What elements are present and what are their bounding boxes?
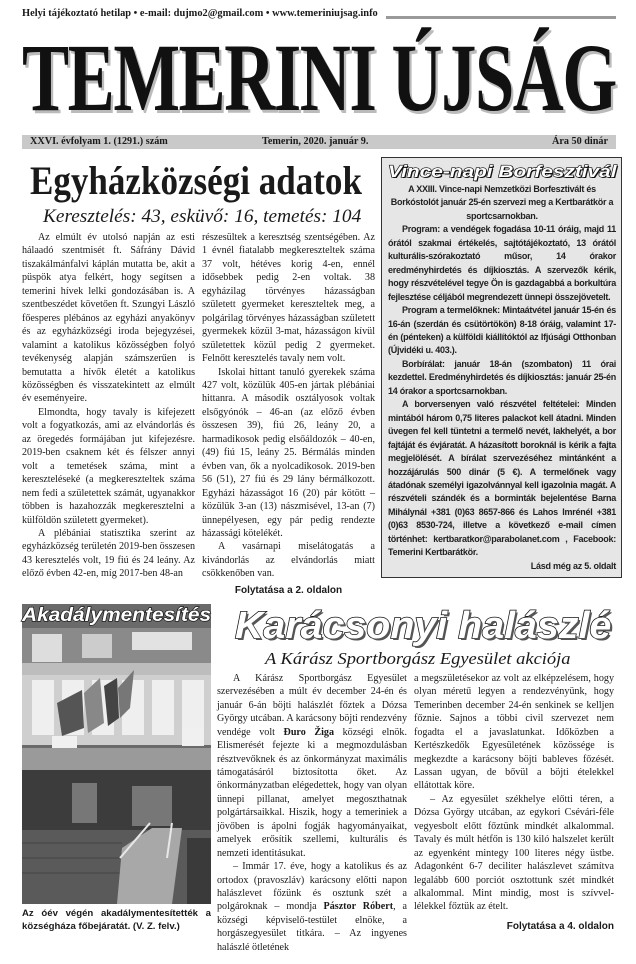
paragraph: Program: a vendégek fogadása 10-11 óráig, majd 11 órától szakmai értékelés, sajtótájékoztató, 13 órától kulturális-szórakoztató műsor, 14 órakor eredményhirdetés és díjkiosztás. A szervezők kérik, hogy részvételével tegye Ön is gazdagabbá a borkultúra fejlesztése céljából megrendezett ünnepi összejövetelt.: [388, 224, 616, 302]
article-subtitle-wrap: [22, 205, 375, 229]
article2-column-2: [414, 672, 614, 934]
wine-festival-box: [381, 157, 622, 578]
box-title-wrap: [388, 161, 615, 183]
text: , a községi képviselő-testület elnöke, a horgászegyesület titkára. – Az ingyenes halászlé ötletének: [217, 901, 408, 953]
paragraph: A borversenyen való részvétel feltételei: Minden mintából három 0,75 literes palackot kell átadni. Minden üvegen fel kell tüntetni a termelő nevét, lakhelyét, a bor fajtáját és évjáratát. A házasított boroknál is kérik a fajta megjelölését. A bírálat szervezéséhez mintánként a hozzájárulás 500 dinár (5 €). A termelőnek vagy átadónak személyi igazolvánnyal kell igazolnia magát. A részvételi szándék és a borminták bejelentése Barna Mihálynál +381 (0)63 8657-866 és Lahos Imrénél +381 (0)63 8530-724, illetve a következő e-mail címen történhet: kertbaratkor@parabolanet.com , Facebook: Temerini Kertbarátkör.: [388, 399, 616, 558]
article2-columns: [217, 672, 616, 955]
bottom-section: [22, 604, 616, 955]
fish-soup-article: [217, 604, 616, 955]
see-also-link[interactable]: Lásd még az 5. oldalt: [530, 560, 616, 571]
photo-caption: Az óév végén akadálymentesítették a községháza főbejáratát. (V. Z. felv.): [22, 907, 211, 932]
text: községi elnök. Elismerését fejezte ki a megmozdulásban résztvevőknek és az önkormányzat maximális támogatásáról biztosította őket. Az önkormányzatban elégedettek, hogy van olyan ünnepi pillanat, amelyet megoszthatnak polgártársaikkal. Hiszik, hogy a temeriniek a jövőben is ápolni fogják hagyományaikat, amelyek erősítik szellemi, kulturális és nemzeti identitásukat.: [217, 726, 407, 859]
paragraph: Elmondta, hogy tavaly is kifejezett volt a fogyatkozás, ami az elvándorlás és az öregedés formájában jut kifejezésre. 2019-ben csaknem két és félszer annyi volt a temetések száma, mint a kereszteléseké (a megkereszteltek száma nem fedi a születettek számát, ugyanakkor többen is hazahozzák megkeresztelni a külföldön született gyermeket).: [22, 406, 195, 526]
continued-link[interactable]: Folytatása a 4. oldalon: [506, 920, 614, 932]
box-title: Vince-napi Borfesztivál: [388, 162, 617, 181]
issue-price: Ára 50 dinár: [551, 136, 608, 147]
paragraph: Az elmúlt év utolsó napján az esti hálaadó szentmisét ft. Sáfrány Dávid tiszakálmánfalvi káplán mutatta be, akit a püspök atya felkért, hogy segítsen a temerini hívek lelki gondozásában is. A szentbeszédet követően ft. Szungyi László főesperes plébános az egyházi anyakönyv és az egyházközségi iroda bejegyzései, valamint a katolikus közösségben folyó tevékenység alapján számszerűen is bemutatta a hívők életét a katolikus közösségben és visszatekintett az elmúlt év eseményeire.: [22, 232, 195, 405]
photo-town-hall-entrance: [22, 628, 211, 904]
paragraph: [217, 672, 407, 860]
photo-title: Akadálymentesítés: [22, 604, 212, 626]
tagline: Helyi tájékoztató hetilap • e-mail: dujmo2@gmail.com • www.temeriniujsag.info: [22, 8, 378, 19]
masthead-title: TEMERINI ÚJSÁG: [22, 24, 616, 131]
article2-column-1: [217, 672, 407, 955]
paragraph: A plébániai statisztika szerint az egyházközség területén 2019-ben összesen 43 keresztelés volt, 19 fiú és 24 leány. Az előző évben 42-en, míg 2017-ben 48-an: [22, 527, 195, 580]
photo-title-wrap: [22, 604, 211, 628]
article-subtitle-2-wrap: [217, 648, 616, 670]
text: A Kárász Sportborgász Egyesület szervezésében a múlt év december 24-én és január 6-án böjti halászlét főztek a Dózsa György utcában. A karácsony böjti rendezvény vendége volt: [217, 672, 407, 738]
issue-date: Temerin, 2020. január 9.: [262, 136, 369, 147]
article-subtitle-2: A Kárász Sportborgász Egyesület akciója: [265, 648, 571, 668]
top-section: [22, 157, 616, 598]
continued-link[interactable]: Folytatása a 2. oldalon: [234, 584, 343, 596]
masthead: [22, 23, 616, 133]
person-name: Pásztor Róbert: [323, 901, 394, 913]
paragraph: Program a termelőknek: Mintaátvétel január 15-én és 16-án (szerdán és csütörtökön) 8-18 óráig, valamint 17-én (pénteken) a külföldi kiállítóktól az Ifjúsági Otthonban (Újvidéki u. 403.).: [388, 305, 616, 356]
paragraph: – Az egyesület székhelye előtti téren, a Dózsa György utcában, az egykori Csévári-féle vegyesbolt előtt főztünk mindkét alkalommal. Tavaly és múlt hétfőn is 130 kiló halszelet került az egyenként mintegy 100 literes négy üstbe. Adagonként 6-7 deciliter halászlevet számítva legalább 600 porciót osztottunk szét mindkét alkalommal. Mint mindig, most is szívvel-lélekkel főztük az ételt.: [414, 793, 614, 913]
box-body: [388, 183, 616, 573]
article-subtitle: Keresztelés: 43, esküvő: 16, temetés: 104: [43, 206, 362, 227]
article-column-1: [22, 231, 195, 581]
article-headline-2-wrap: [217, 604, 616, 648]
paragraph: Borbírálat: január 18-án (szombaton) 11 órai kezdettel. Eredményhirdetés és díjkiosztás: január 25-én 14 órakor a sportcsarnokban.: [388, 358, 616, 396]
paragraph: A vasárnapi miselátogatás a kivándorlás az elvándorlás miatt csökkenőben van.: [202, 541, 375, 580]
issue-band: [22, 135, 616, 149]
issue-number: XXVI. évfolyam 1. (1291.) szám: [30, 136, 168, 147]
article-headline-2: Karácsonyi halászlé: [235, 604, 612, 647]
text: – Immár 17. éve, hogy a katolikus és az ortodox (pravoszláv) karácsony előtti napon halászlevet főzünk és osztunk szét a polgároknak – mondja: [217, 861, 407, 913]
photo-image: [22, 628, 211, 904]
tagline-row: [22, 6, 616, 21]
paragraph: részesültek a keresztség szentségében. Az 1 évnél fiatalabb megkereszteltek száma 37 volt, hétéves korig 4-en, ennél idősebbek pedig 2-en voltak. 38 egyházilag törvényes házasságban született gyermeket kereszteltek meg, a polgárilag törvényes házasságban született gyermekek közül 3-mat, házasságon kívül születettek közül pedig 2 gyermeket. Felnőtt keresztelés tavaly nem volt.: [202, 232, 375, 365]
church-article: [22, 157, 375, 598]
article-columns: [22, 231, 375, 598]
photo-block: [22, 604, 211, 933]
article-headline: Egyházközségi adatok: [30, 158, 362, 203]
header-rule: [386, 16, 616, 19]
paragraph: Iskolai hittant tanuló gyerekek száma 427 volt, közülük 405-en jártak plébániai hittanra. A második osztályosok voltak elsőgyónók – 46-an (az előző évben összesen 39), fiú 26, leány 20, a harmadikosok pedig elsőáldozók – 40-en, (49) fiú 15, leány 25. Bérmálás minden évben van, ők a nyolcadikosok. 2019-ben 56 (51), 27 fiú és 29 lány bérmálkozott. Egyházi házasságot 16 (20) pár kötött – közülük 3-an (13) nászmisével, 13-an (7) ünnepélyesen, egy pár pedig rendezte házassági kötelékét.: [202, 366, 375, 539]
box-lead: A XXIII. Vince-napi Nemzetközi Borfesztivált és Borkóstolót január 25-én szervezi meg a Kertbarátkör a sportcsarnokban.: [390, 184, 614, 221]
article-column-2: [202, 231, 375, 598]
paragraph: [217, 860, 407, 954]
person-name: Đuro Žiga: [283, 726, 335, 738]
paragraph: a megszületésekor az volt az elképzelésem, hogy olyan méretű legyen a rendezvényünk, hogy Temerinben december 24-én senkinek se kelljen főznie. Sajnos a többi civil szervezet nem fogadta el a javaslatunkat. Időközben a Kertészkedők Egyesületének közössége is megkezdte a karácsony böjti bableves főzését. Lassan ugyan, de bővül a böjti ételekkel ellátottak köre.: [414, 672, 614, 792]
article-headline-wrap: [22, 157, 375, 205]
